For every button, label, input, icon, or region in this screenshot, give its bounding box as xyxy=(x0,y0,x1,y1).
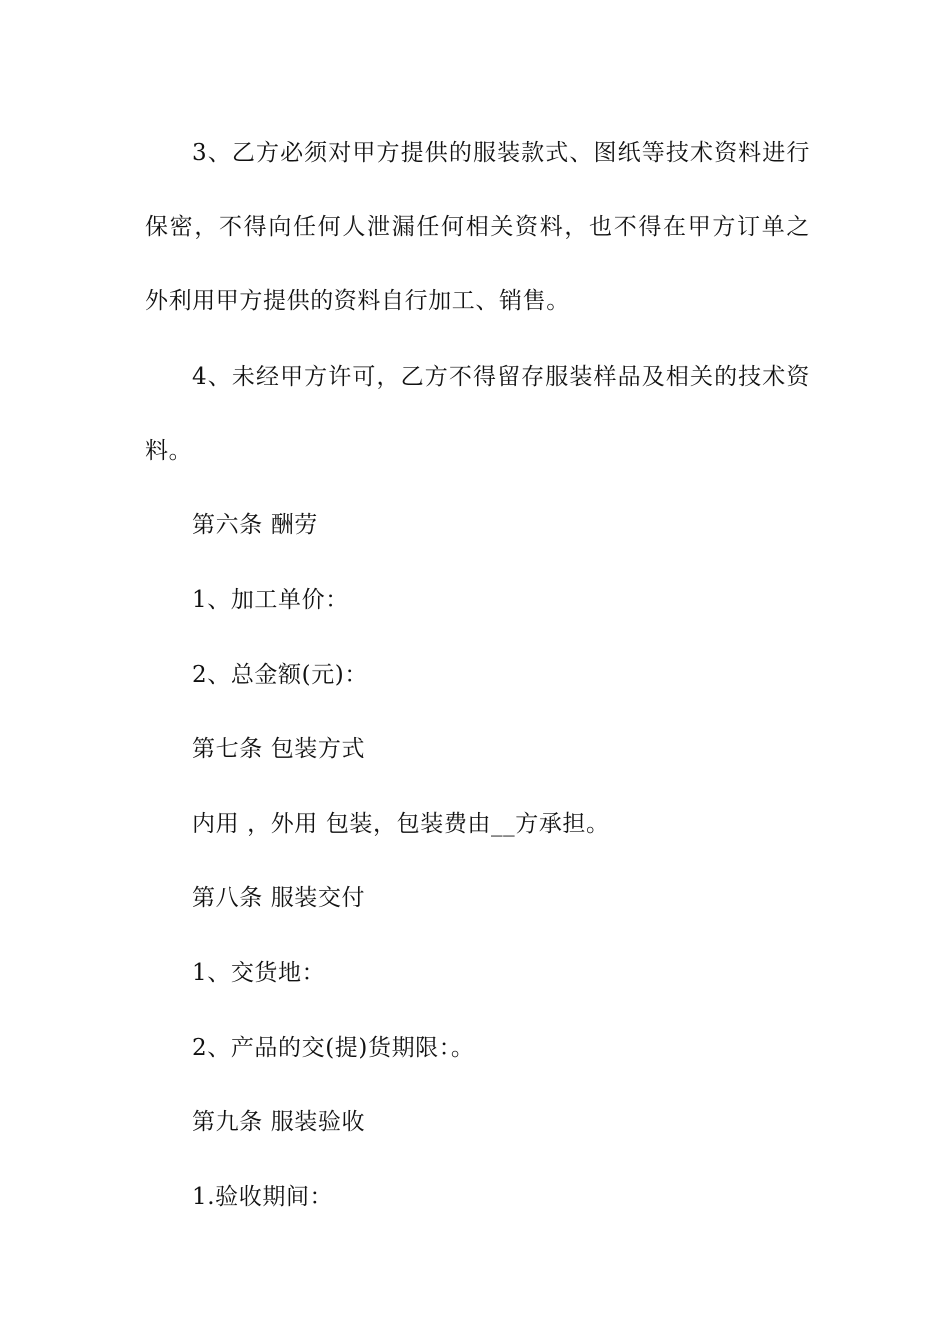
clause5-item3-line2: 保密，不得向任何人泄漏任何相关资料，也不得在甲方订单之 xyxy=(145,214,810,240)
clause7-heading: 第七条 包装方式 xyxy=(192,736,366,762)
clause8-item1: 1、交货地： xyxy=(192,960,326,986)
clause5-item3-line3: 外利用甲方提供的资料自行加工、销售。 xyxy=(145,288,570,314)
clause7-text: 内用 ，外用 包装，包装费由__方承担。 xyxy=(192,811,610,837)
clause5-item4-line2: 料。 xyxy=(145,438,193,464)
clause9-heading: 第九条 服装验收 xyxy=(192,1109,366,1135)
clause8-item2: 2、产品的交(提)货期限：。 xyxy=(192,1035,475,1061)
clause6-heading: 第六条 酬劳 xyxy=(192,512,318,538)
clause8-heading: 第八条 服装交付 xyxy=(192,885,366,911)
clause6-item2: 2、总金额(元)： xyxy=(192,662,368,688)
clause5-item4-line1: 4、未经甲方许可，乙方不得留存服装样品及相关的技术资 xyxy=(192,364,810,390)
clause9-item1: 1.验收期间： xyxy=(192,1184,334,1210)
clause6-item1: 1、加工单价： xyxy=(192,587,349,613)
clause5-item3-line1: 3、乙方必须对甲方提供的服装款式、图纸等技术资料进行 xyxy=(192,140,810,166)
